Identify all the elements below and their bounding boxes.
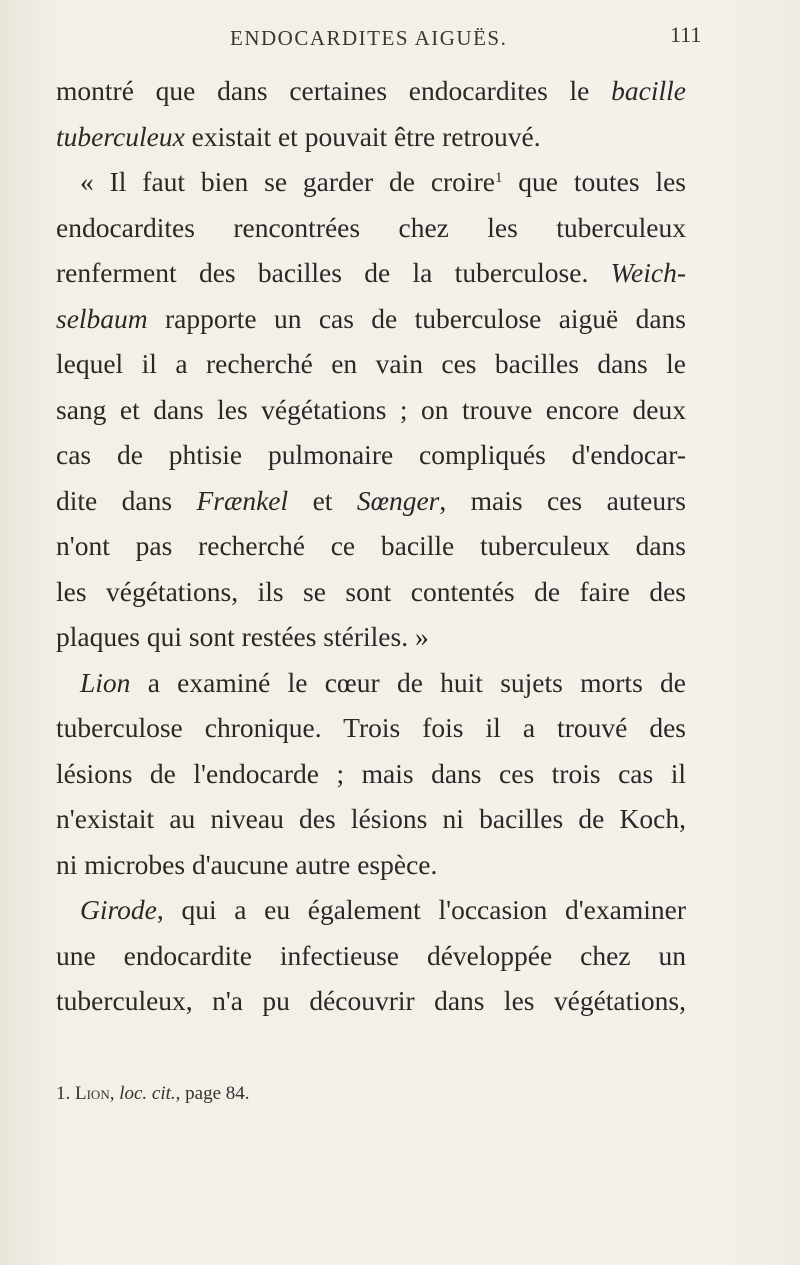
text-segment: rapporte un cas de tuberculose aiguë dans xyxy=(147,302,686,334)
text-segment: tuberculeux xyxy=(56,120,185,152)
text-segment: dite dans xyxy=(56,484,197,516)
text-line xyxy=(56,478,686,524)
text-segment: n'ont pas recherché ce bacille tuberculeux dans xyxy=(56,530,686,561)
text-segment: Frænkel xyxy=(196,484,289,516)
footnote-segment: , page 84. xyxy=(175,1083,250,1104)
text-segment: bacille xyxy=(611,75,686,106)
footnote-segment: 1. xyxy=(56,1083,75,1104)
text-segment: Weich- xyxy=(610,257,686,288)
text-line xyxy=(56,68,686,114)
text-segment: et xyxy=(288,484,357,516)
text-line xyxy=(56,205,686,251)
text-segment: Lion xyxy=(80,666,131,698)
text-segment: que toutes les xyxy=(502,166,686,197)
text-segment: renferment des bacilles de la tuberculose. xyxy=(56,257,611,288)
text-segment: lequel il a recherché en vain ces bacilles dans le xyxy=(56,348,686,379)
text-line xyxy=(56,432,686,478)
text-segment: existait et pouvait être retrouvé. xyxy=(184,120,541,152)
text-segment: , mais ces auteurs xyxy=(439,484,686,516)
text-line xyxy=(56,978,686,1024)
text-line xyxy=(56,887,686,933)
text-line xyxy=(56,660,686,706)
text-segment: Girode xyxy=(80,894,157,925)
text-line xyxy=(56,796,686,842)
text-line xyxy=(56,387,686,433)
text-segment: plaques qui sont restées stériles. » xyxy=(56,621,429,652)
footnote-segment: loc. cit. xyxy=(119,1083,176,1104)
text-segment: lésions de l'endocarde ; mais dans ces trois cas il xyxy=(56,757,686,789)
text-segment: cas de phtisie pulmonaire compliqués d'endocar- xyxy=(56,439,686,470)
text-segment: tuberculose chronique. Trois fois il a trouvé des xyxy=(56,712,686,743)
text-line xyxy=(56,523,686,569)
body-text xyxy=(56,68,686,1024)
text-segment: endocardites rencontrées chez les tuberculeux xyxy=(56,211,686,243)
text-segment: n'existait au niveau des lésions ni bacilles de Koch, xyxy=(56,803,686,834)
footnote-marker: 1 xyxy=(494,170,503,186)
text-line xyxy=(56,933,686,979)
text-line xyxy=(56,705,686,751)
text-line xyxy=(56,842,686,888)
text-segment: , qui a eu également l'occasion d'examiner xyxy=(156,894,686,925)
text-segment: une endocardite infectieuse développée chez un xyxy=(56,939,686,971)
text-line xyxy=(56,569,686,615)
text-segment: tuberculeux, n'a pu découvrir dans les végétations, xyxy=(56,985,686,1016)
text-line xyxy=(56,250,686,296)
footnote-segment: , xyxy=(109,1083,120,1104)
text-line xyxy=(56,159,686,205)
text-line xyxy=(56,614,686,660)
footnote xyxy=(56,1083,656,1105)
text-segment: Sœnger xyxy=(356,484,440,516)
text-line xyxy=(56,341,686,387)
text-line xyxy=(56,751,686,797)
text-line xyxy=(56,114,686,160)
text-segment: « Il faut bien se garder de croire xyxy=(80,166,495,197)
text-segment: sang et dans les végétations ; on trouve encore deux xyxy=(56,393,686,425)
text-segment: selbaum xyxy=(56,302,148,334)
running-head-title: ENDOCARDITES AIGUËS. xyxy=(230,26,508,50)
footnote-segment: Lion xyxy=(75,1083,110,1104)
text-segment: les végétations, ils se sont contentés de faire des xyxy=(56,575,686,607)
text-segment: ni microbes d'aucune autre espèce. xyxy=(56,848,438,880)
text-line xyxy=(56,296,686,342)
text-segment: a examiné le cœur de huit sujets morts de xyxy=(130,666,686,698)
page-number: 111 xyxy=(670,22,702,47)
text-segment: montré que dans certaines endocardites le xyxy=(56,75,612,106)
